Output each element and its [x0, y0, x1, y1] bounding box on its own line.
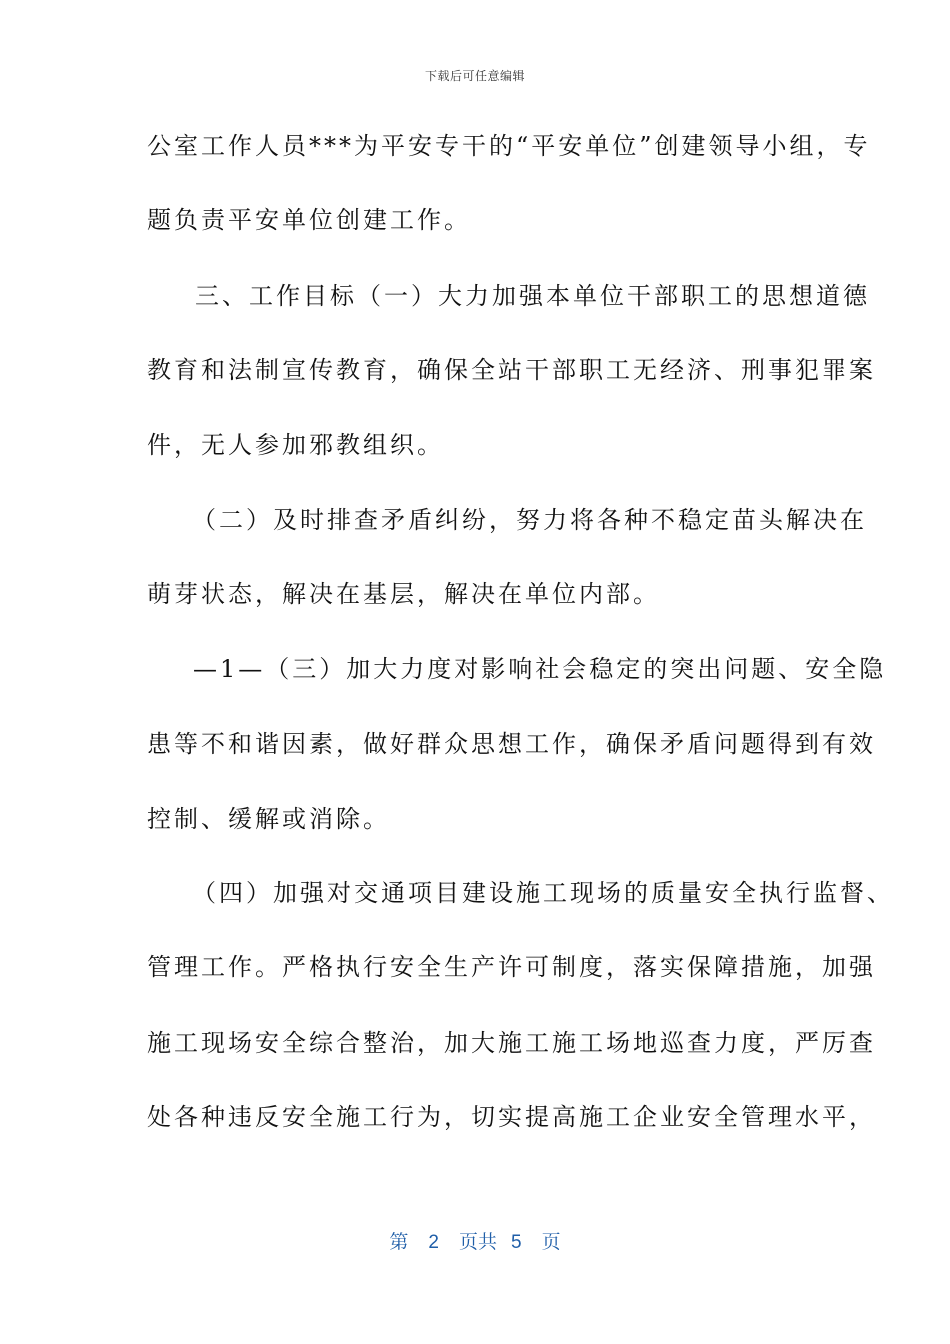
header-note: 下载后可任意编辑	[424, 69, 525, 83]
text-line: （二）及时排查矛盾纠纷，努力将各种不稳定苗头解决在	[192, 506, 867, 534]
text-line: 管理工作。严格执行安全生产许可制度，落实保障措施，加强	[147, 953, 876, 981]
text-line: 处各种违反安全施工行为，切实提高施工企业安全管理水平，	[147, 1103, 876, 1131]
text-line: 施工现场安全综合整治，加大施工施工场地巡查力度，严厉查	[147, 1029, 876, 1057]
footer-ye-gong: 页共	[458, 1232, 497, 1253]
text-line: 题负责平安单位创建工作。	[147, 206, 471, 234]
text-line: 患等不和谐因素，做好群众思想工作，确保矛盾问题得到有效	[147, 730, 876, 758]
page-number-footer	[0, 1227, 950, 1254]
text-line: 件，无人参加邪教组织。	[147, 431, 444, 459]
text-line: 三、工作目标（一）大力加强本单位干部职工的思想道德	[195, 282, 870, 310]
text-line: 萌芽状态，解决在基层，解决在单位内部。	[147, 580, 660, 608]
text-line: 教育和法制宣传教育，确保全站干部职工无经济、刑事犯罪案	[147, 356, 876, 384]
text-line: 公室工作人员***为平安专干的“平安单位”创建领导小组，专	[147, 132, 871, 160]
current-page-number: 2	[428, 1232, 439, 1253]
footer-di: 第	[389, 1232, 409, 1253]
total-pages-number: 5	[511, 1232, 522, 1253]
text-line: —1—（三）加大力度对影响社会稳定的突出问题、安全隐	[193, 655, 887, 683]
text-line: 控制、缓解或消除。	[147, 805, 390, 833]
text-line: （四）加强对交通项目建设施工现场的质量安全执行监督、	[192, 879, 894, 907]
footer-ye: 页	[541, 1232, 561, 1253]
